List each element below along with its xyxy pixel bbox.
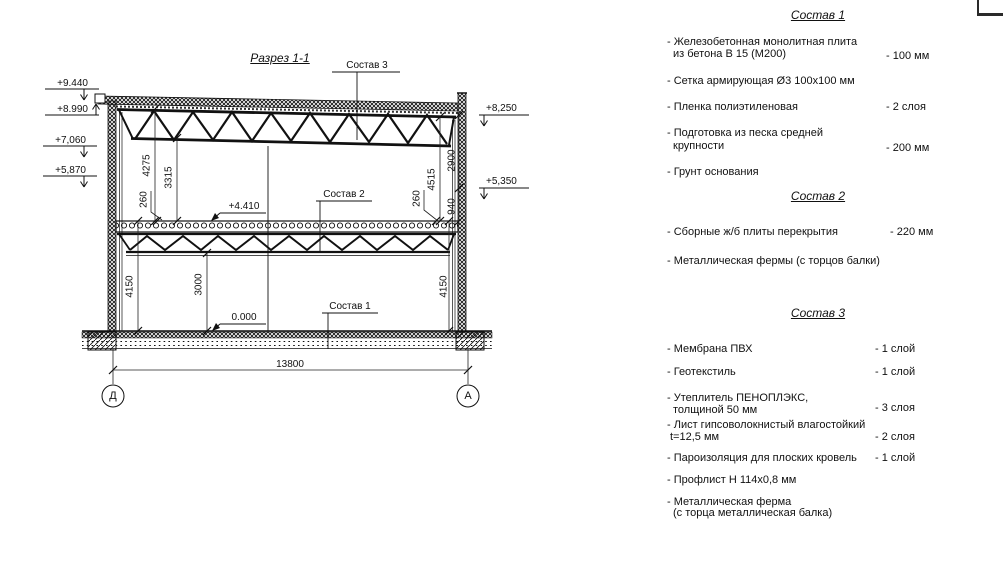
spec-item: - Пленка полиэтиленовая [667,101,798,113]
axis-circles [102,385,479,407]
ground-slab [82,331,492,350]
spec-item: - Лист гипсоволокнистый влагостойкий [667,419,866,431]
elevation-8250: +8,250 [486,103,517,114]
spec-item-line2: из бетона В 15 (М200) [673,48,786,60]
spec-item-value: - 1 слой [875,343,916,355]
elevation-5350: +5,350 [486,176,517,187]
dim-940: 940 [446,198,458,215]
spec-item: - Геотекстиль [667,366,736,378]
spec-item: - Подготовка из песка средней [667,127,823,139]
dim-13800: 13800 [276,359,304,370]
spec-item-value: - 100 мм [886,50,930,62]
dim-4515: 4515 [426,168,438,191]
spec-item-value: - 2 слоя [875,431,916,443]
spec-item: - Сетка армирующая Ø3 100х100 мм [667,75,855,87]
spec-item-line2: t=12,5 мм [670,431,720,443]
leader-label-sostav1: Состав 1 [329,301,371,312]
dimension-lines [113,109,468,384]
spec-item: - Мембрана ПВХ [667,343,753,355]
dim-4150-right: 4150 [438,275,450,298]
elevation-0000: 0.000 [231,312,257,323]
axis-label-a: А [464,390,472,402]
dim-3000: 3000 [193,273,205,296]
spec-item: - Сборные ж/б плиты перекрытия [667,226,838,238]
leader-label-sostav3: Состав 3 [346,60,388,71]
spec-item-value: - 1 слой [875,366,916,378]
spec-item: - Грунт основания [667,166,759,178]
spec-item-value: - 220 мм [890,226,934,238]
dim-4275: 4275 [141,154,153,177]
spec-item: - Пароизоляция для плоских кровель [667,452,857,464]
elevation-4410: +4.410 [228,201,260,212]
dim-260-left: 260 [138,191,150,208]
spec-section1-title: Состав 1 [790,8,846,22]
leader-label-sostav2: Состав 2 [323,189,365,200]
dim-260-right: 260 [411,190,423,207]
spec-item: - Утеплитель ПЕНОПЛЭКС, [667,392,809,404]
spec-item: - Профлист Н 114х0,8 мм [667,474,797,486]
spec-item-line2: крупности [673,140,725,152]
sheet-frame-corner-horizontal [977,13,1003,16]
floor-assembly [116,221,458,256]
dim-2900: 2900 [446,149,458,172]
spec-item-value: - 3 слоя [875,402,916,414]
roof-assembly [95,94,458,146]
dim-4150-left: 4150 [124,275,136,298]
spec-item: - Металлическая ферма [667,496,792,508]
elevation-5870: +5,870 [55,165,86,176]
elevation-8990: +8.990 [57,104,88,115]
dim-3315: 3315 [163,166,175,189]
spec-item-value: - 200 мм [886,142,930,154]
spec-item-line2: толщиной 50 мм [673,404,758,416]
spec-item-value: - 2 слоя [886,101,927,113]
elevation-9440: +9.440 [57,78,88,89]
spec-item: - Металлическая фермы (с торцов балки) [667,255,880,267]
spec-item: - Железобетонная монолитная плита [667,36,858,48]
spec-item-line2: (с торца металлическая балка) [673,507,833,519]
spec-section3-title: Состав 3 [790,306,846,320]
axis-label-d: Д [109,390,117,402]
spec-item-value: - 1 слой [875,452,916,464]
spec-section2-title: Состав 2 [790,189,846,203]
drawing-title: Разрез 1-1 [250,51,310,65]
elevation-7060: +7,060 [55,135,86,146]
